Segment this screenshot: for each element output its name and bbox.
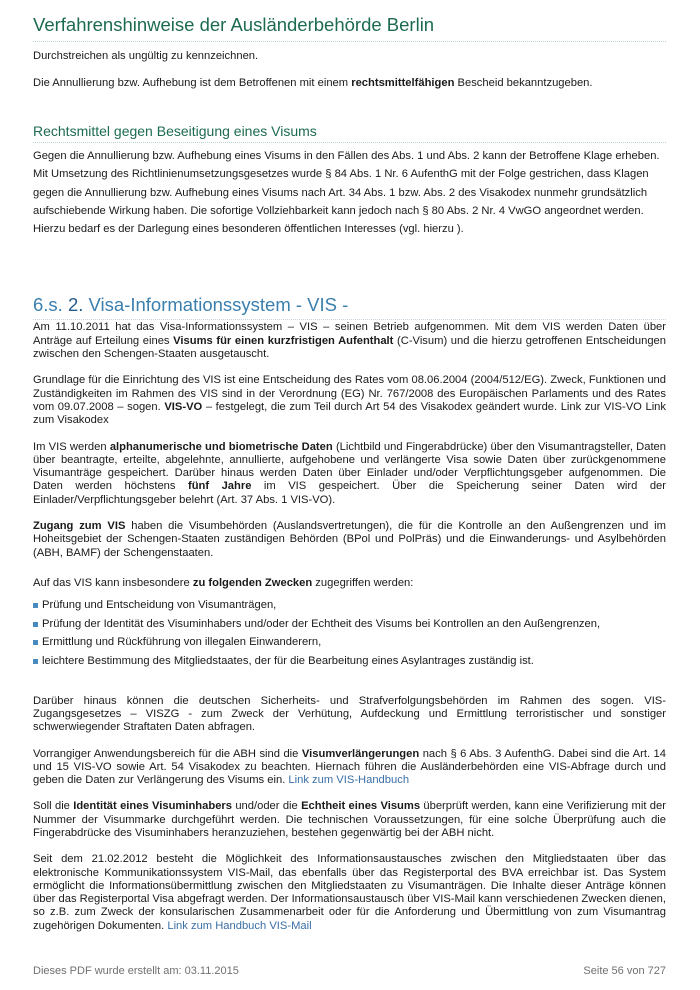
bullet-icon — [33, 622, 38, 627]
vis-paragraph-8: Soll die Identität eines Visuminhabers und/oder die Echtheit eines Visums überprüft werden, kann eine Verifizierung mit der Nummer der Visummarke durchgeführt werden. Die technischen Voraussetzungen, für eine solche Überprüfung auch die Fingerabdrücke des Visuminhabers heranzuziehen, bestehen gegenwärtig bei der ABH nicht. — [33, 800, 666, 839]
document-title: Verfahrenshinweise der Ausländerbehörde Berlin — [33, 14, 666, 42]
intro-paragraph-2: Die Annullierung bzw. Aufhebung ist dem Betroffenen mit einem rechtsmittelfähigen Bescheid bekanntzugeben. — [33, 77, 593, 89]
access-purpose-list — [33, 596, 666, 670]
vis-paragraph-1: Am 11.10.2011 hat das Visa-Informationssystem – VIS – seinen Betrieb aufgenommen. Mit dem VIS werden Daten über Anträge auf Erteilung eines Visums für einen kurzfristigen Aufenthalt (C-Visum) und die hierzu getroffenen Entscheidungen zwischen den Schengen-Staaten ausgetauscht. — [33, 321, 666, 361]
footer-created-date: Dieses PDF wurde erstellt am: 03.11.2015 — [33, 965, 239, 977]
list-item: leichtere Bestimmung des Mitgliedstaates, der für die Bearbeitung eines Asylantrages zuständig ist. — [33, 652, 666, 671]
vis-paragraph-4: Zugang zum VIS haben die Visumbehörden (Auslandsvertretungen), die für die Kontrolle an den Außengrenzen und im Hoheitsgebiet der Schengen-Staaten zuständigen Behörden (BPol und PolPräs) und die Einwanderungs- und Asylbehörden (ABH, BAMF) der Schengenstaaten. — [33, 520, 666, 559]
vis-paragraph-9: Seit dem 21.02.2012 besteht die Möglichkeit des Informationsaustausches zwischen den Mitgliedstaaten über das elektronische Kommunikationssystem VIS-Mail, das ebenfalls über das Registerportal des BVA erreichbar ist. Das System ermöglicht die Informationsübermittlung zwischen den Mitgliedstaaten zu Visumanträgen. Die Inhalte dieser Anträge können über das Registerportal Visa abgefragt werden. Der Informationsaustausch über VIS-Mail kann verschiedenen Zwecken dienen, so z.B. zum Zweck der konsularischen Zusammenarbeit oder für die Anforderung und Übermittlung von zum Visumantrag zugehörigen Dokumenten. Link zum Handbuch VIS-Mail — [33, 853, 666, 932]
bold-term: rechtsmittelfähigen — [351, 77, 455, 89]
bullet-icon — [33, 603, 38, 608]
rechtsmittel-paragraph: Gegen die Annullierung bzw. Aufhebung eines Visums in den Fällen des Abs. 1 und Abs. 2 kann der Betroffene Klage erheben. Mit Umsetzung des Richtlinienumsetzungsgesetzes wurde § 84 Abs. 1 Nr. 6 AufenthG mit der Folge gestrichen, dass Klagen gegen die Annullierung bzw. Aufhebung eines Visums nach Art. 34 Abs. 1 bzw. Abs. 2 des Visakodex nunmehr grundsätzlich aufschiebende Wirkung haben. Die sofortige Vollziehbarkeit kann jedoch nach § 80 Abs. 2 Nr. 4 VwGO angeordnet werden. Hierzu bedarf es der Darlegung eines besonderen öffentlichen Interesses (vgl. hierzu ). — [33, 150, 660, 236]
vis-paragraph-7: Vorrangiger Anwendungsbereich für die ABH sind die Visumverlängerungen nach § 6 Abs. 3 AufenthG. Dabei sind die Art. 14 und 15 VIS-VO sowie Art. 54 Visakodex zu beachten. Hiernach führen die Ausländerbehörden eine VIS-Abfrage durch und geben die Daten zur Verlängerung des Visums ein. Link zum VIS-Handbuch — [33, 747, 666, 787]
vis-handbuch-link[interactable]: Link zum VIS-Handbuch — [288, 774, 410, 787]
section-heading-vis: 6.s. 2. Visa-Informationssystem - VIS - — [33, 294, 666, 320]
bullet-icon — [33, 640, 38, 645]
list-item: Prüfung der Identität des Visuminhabers und/oder der Echtheit des Visums bei Kontrollen an den Außengrenzen, — [33, 615, 666, 634]
list-item: Ermittlung und Rückführung von illegalen Einwanderern, — [33, 633, 666, 652]
vis-paragraph-5: Auf das VIS kann insbesondere zu folgenden Zwecken zugegriffen werden: — [33, 576, 414, 589]
vis-paragraph-3: Im VIS werden alphanumerische und biometrische Daten (Lichtbild und Fingerabdrücke) über den Visumantragsteller, Daten über beantragte, erteilte, abgelehnte, annullierte, aufgehobene und verlängerte Visa sowie Daten über zurückgenommene Visumanträge gespeichert. Darüber hinaus werden Daten über Einlader und/oder Verpflichtungsgeber aufgenommen. Die Daten werden höchstens fünf Jahre im VIS gespeichert. Über die Speicherung seiner Daten wird der Einlader/Verpflichtungsgeber belehrt (Art. 37 Abs. 1 VIS-VO). — [33, 440, 667, 506]
vis-paragraph-6: Darüber hinaus können die deutschen Sicherheits- und Strafverfolgungsbehörden im Rahmen des sogen. VIS-Zugangsgesetzes – VISZG - zum Zweck der Verhütung, Aufdeckung und Ermittlung terroristischer und sonstiger schwerwiegender Straftaten Daten abfragen. — [33, 694, 666, 734]
page-footer — [33, 965, 666, 977]
vis-mail-handbuch-link[interactable]: Link zum Handbuch VIS-Mail — [167, 919, 312, 932]
bullet-icon — [33, 659, 38, 664]
footer-page-number: Seite 56 von 727 — [583, 965, 666, 977]
page-content — [33, 0, 666, 933]
section-heading-rechtsmittel: Rechtsmittel gegen Beseitigung eines Visums — [33, 123, 666, 143]
vis-paragraph-2: Grundlage für die Einrichtung des VIS ist eine Entscheidung des Rates vom 08.06.2004 (2004/512/EG). Zweck, Funktionen und Zuständigkeiten im Rahmen des VIS sind in der Verordnung (EG) Nr. 767/2008 des Europäischen Parlaments und des Rates vom 09.07.2008 – sogen. VIS-VO – festgelegt, die zum Teil durch Art 54 des Visakodex geändert wurde. Link zur VIS-VO Link zum Visakodex — [33, 374, 666, 427]
intro-paragraph-1: Durchstreichen als ungültig zu kennzeichnen. — [33, 50, 259, 62]
list-item: Prüfung und Entscheidung von Visumanträgen, — [33, 596, 666, 615]
